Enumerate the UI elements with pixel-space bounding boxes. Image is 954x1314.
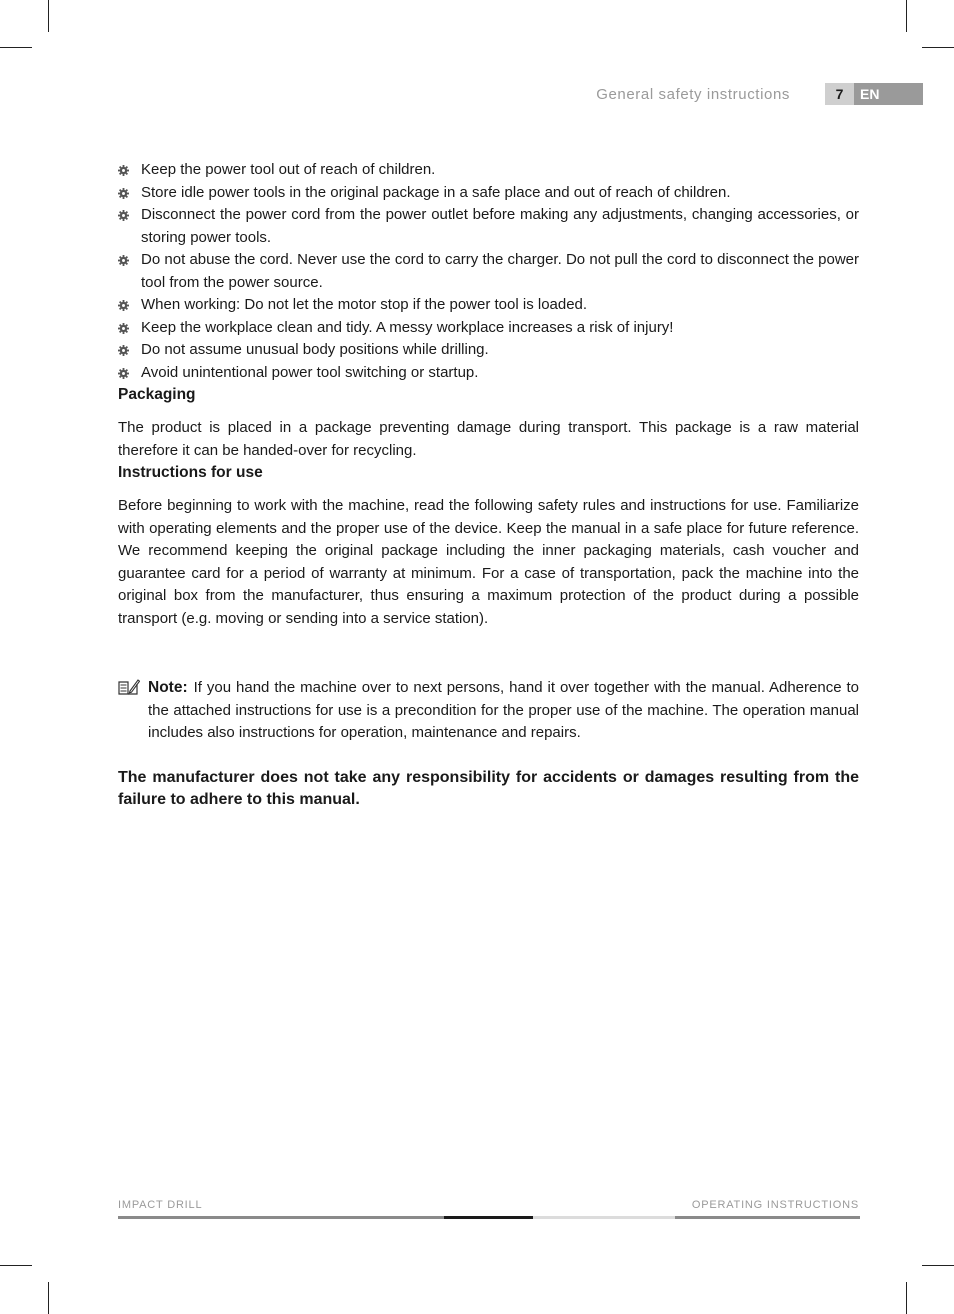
bullet-text: Do not assume unusual body positions while drilling. <box>141 341 489 358</box>
crop-mark <box>0 47 32 48</box>
gear-bullet-icon <box>118 300 129 311</box>
gear-bullet-icon <box>118 210 129 221</box>
crop-mark <box>906 0 907 32</box>
bullet-text: Keep the power tool out of reach of children. <box>141 161 436 178</box>
book-pencil-icon <box>118 678 140 696</box>
footer-rule-segment <box>444 1216 533 1219</box>
footer-document-type: OPERATING INSTRUCTIONS <box>691 1199 859 1211</box>
footer-product-name: IMPACT DRILL <box>118 1199 203 1211</box>
page-number: 7 <box>825 83 854 105</box>
bullet-text: Keep the workplace clean and tidy. A messy workplace increases a risk of injury! <box>141 318 674 336</box>
footer-rule-segment <box>118 1216 444 1219</box>
liability-warning: The manufacturer does not take any responsibility for accidents or damages resulting from the failure to adhere to this manual. <box>118 768 859 808</box>
gear-bullet-icon <box>118 345 129 356</box>
instructions-text: Before beginning to work with the machine, read the following safety rules and instructions for use. Familiarize with operating elements and the proper use of the device. Keep the manual in a safe place for future reference. We recommend keeping the original package including the inner packaging materials, cash voucher and guarantee card for a period of warranty at minimum. For a case of transportation, pack the machine into the original box from the manufacturer, thus ensuring a maximum protection of the product during a possible transport (e.g. moving or sending into a service station). <box>118 497 859 627</box>
note-label: Note: <box>148 679 188 696</box>
bullet-text: Store idle power tools in the original package in a safe place and out of reach of children. <box>141 183 731 201</box>
crop-mark <box>48 0 49 32</box>
gear-bullet-icon <box>118 368 129 379</box>
instructions-heading: Instructions for use <box>118 464 263 481</box>
list-item <box>118 249 859 294</box>
list-item <box>118 317 859 340</box>
bullet-text: When working: Do not let the motor stop if the power tool is loaded. <box>141 296 588 313</box>
running-header-title: General safety instructions <box>596 86 790 103</box>
list-item <box>118 204 859 249</box>
gear-bullet-icon <box>118 165 129 176</box>
gear-bullet-icon <box>118 255 129 266</box>
crop-mark <box>922 1265 954 1266</box>
bullet-text: Disconnect the power cord from the power outlet before making any adjustments, changing accessories, or storing power tools. <box>141 206 859 246</box>
language-tab: EN <box>854 83 923 105</box>
packaging-text: The product is placed in a package preventing damage during transport. This package is a raw material therefore it can be handed-over for recycling. <box>118 419 859 459</box>
list-item <box>118 294 859 317</box>
list-item <box>118 362 859 385</box>
packaging-heading: Packaging <box>118 386 196 403</box>
gear-bullet-icon <box>118 188 129 199</box>
list-item <box>118 182 859 205</box>
bullet-text: Do not abuse the cord. Never use the cord to carry the charger. Do not pull the cord to disconnect the power tool from the power source. <box>141 251 859 291</box>
footer-rule-segment <box>533 1216 675 1219</box>
page-content <box>118 159 859 811</box>
crop-mark <box>906 1282 907 1314</box>
gear-bullet-icon <box>118 323 129 334</box>
bullet-text: Avoid unintentional power tool switching or startup. <box>141 363 479 381</box>
crop-mark <box>0 1265 32 1266</box>
list-item <box>118 159 859 182</box>
list-item <box>118 339 859 362</box>
crop-mark <box>922 47 954 48</box>
note-text: If you hand the machine over to next persons, hand it over together with the manual. Adherence to the attached instructions for use is a precondition for the proper use of the machine. The operation manual includes also instructions for operation, maintenance and repairs. <box>148 679 859 741</box>
safety-bullet-list <box>118 159 859 384</box>
note-block <box>118 677 859 745</box>
crop-mark <box>48 1282 49 1314</box>
footer-rule-segment <box>675 1216 860 1219</box>
